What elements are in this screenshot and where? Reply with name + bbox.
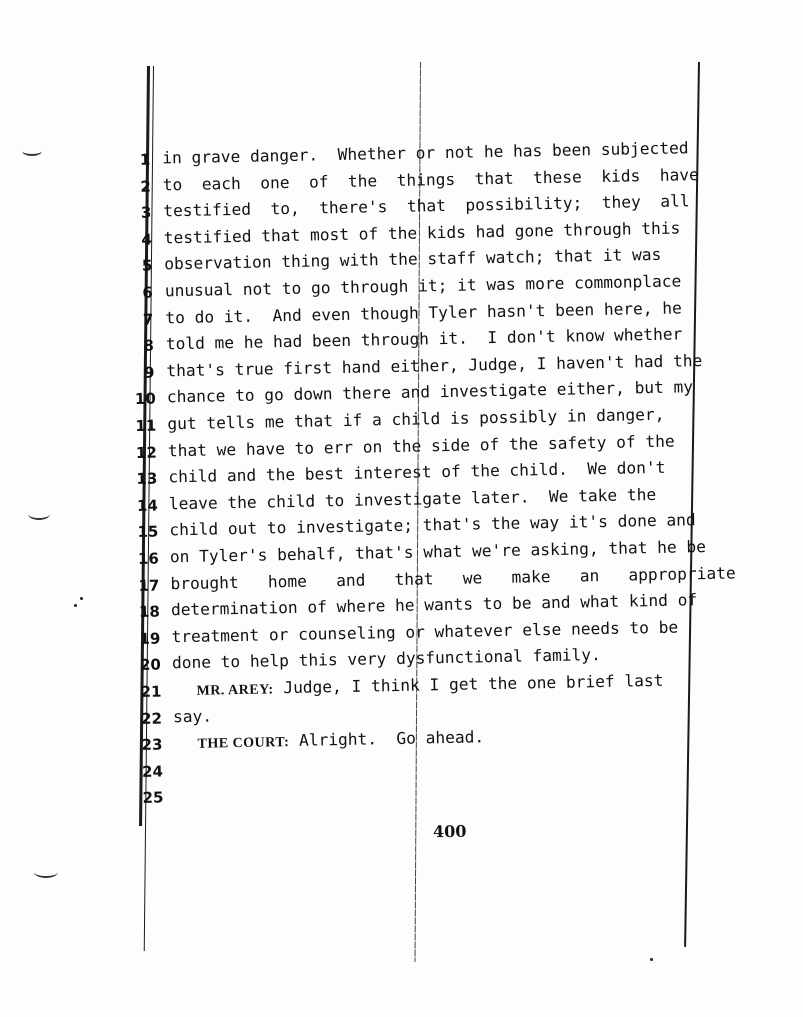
line-text: observation thing with the staff watch; that it was [164, 245, 662, 274]
line-text: chance to go down there and investigate either, but my [166, 377, 694, 407]
line-text [196, 671, 663, 700]
line-text: gut tells me that if a child is possibly in danger, [167, 404, 665, 434]
scan-speck [74, 604, 77, 607]
line-number: 16 [137, 549, 160, 568]
page-number: 400 [432, 821, 467, 842]
speech-text: Judge, I think I get the one brief last [273, 670, 664, 698]
line-number: 17 [138, 576, 160, 595]
line-text: testified that most of the kids had gone through this [163, 218, 681, 248]
line-text [197, 727, 484, 753]
line-number: 22 [140, 709, 163, 728]
line-text: unusual not to go through it; it was more commonplace [164, 271, 682, 301]
line-text: determination of where he wants to be and what kind of [170, 590, 698, 620]
line-text: in grave danger. Whether or not he has been subjected [162, 138, 689, 168]
line-number: 25 [142, 788, 164, 808]
line-text: that we have to err on the side of the safety of the [167, 431, 675, 460]
line-number: 7 [142, 310, 154, 329]
speaker-label: MR. AREY: [196, 682, 274, 699]
line-text: leave the child to investigate later. We take the [168, 484, 657, 514]
line-text: told me he had been through it. I don't know whether [165, 324, 683, 354]
line-number: 2 [140, 177, 152, 196]
line-text: treatment or counseling or whatever else needs to be [171, 617, 679, 647]
line-number: 9 [143, 363, 155, 382]
line-text: to do it. And even though Tyler hasn't been here, he [165, 298, 682, 327]
line-number: 19 [139, 629, 161, 648]
line-number: 18 [138, 602, 161, 622]
line-number: 15 [137, 522, 159, 542]
line-text: child out to investigate; that's the way it's done and [169, 510, 696, 540]
line-number: 1 [139, 150, 151, 169]
line-text: child and the best interest of the child. We don't [168, 457, 666, 487]
transcript-body [130, 131, 736, 808]
hole-punch-mark [28, 508, 50, 520]
line-number: 13 [136, 469, 158, 489]
line-text: on Tyler's behalf, that's what we're asking, that he be [169, 537, 707, 567]
line-text: to each one of the things that these kids have [162, 164, 699, 194]
hole-punch-mark [34, 866, 58, 878]
line-number: 8 [143, 336, 155, 355]
line-number: 21 [140, 682, 162, 701]
line-number: 5 [141, 256, 153, 276]
line-text: say. [172, 706, 213, 726]
line-text: done to help this very dysfunctional family. [171, 645, 601, 673]
line-number: 12 [135, 443, 157, 462]
hole-punch-mark [22, 146, 42, 156]
speech-text: Alright. Go ahead. [289, 727, 485, 751]
line-number: 20 [139, 655, 162, 675]
line-text: that's true first hand either, Judge, I haven't had the [166, 350, 703, 381]
line-number: 23 [141, 735, 163, 755]
line-number: 6 [142, 283, 154, 302]
line-number: 24 [141, 762, 164, 781]
line-text: brought home and that we make an appropriate [170, 563, 736, 593]
line-text: testified to, there's that possibility; they all [163, 191, 690, 221]
line-number: 4 [141, 230, 153, 249]
line-number: 3 [140, 203, 152, 222]
line-number: 11 [135, 416, 157, 435]
scan-speck [80, 597, 83, 600]
speaker-label: THE COURT: [197, 735, 290, 752]
line-number: 10 [134, 389, 156, 409]
scan-speck [650, 958, 653, 961]
line-number: 14 [136, 496, 159, 515]
